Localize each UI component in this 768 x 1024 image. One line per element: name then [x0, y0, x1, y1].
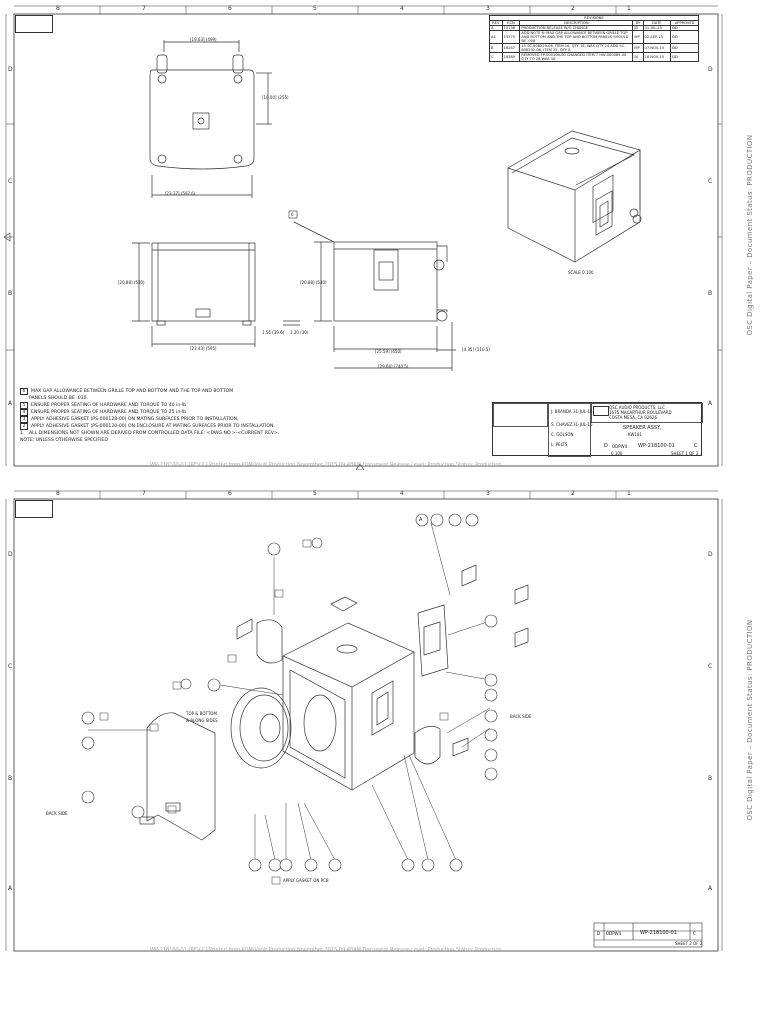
company-logo — [593, 406, 609, 416]
date-cell: 16-NOV-15 — [643, 53, 671, 62]
document-status: OSC Digital Paper – Document Status: PRODUCTION — [746, 619, 754, 821]
zone-row-d-right: D — [708, 551, 713, 558]
drawing-title: SPEAKER ASSY, — [623, 425, 662, 431]
drawing-number-2: WP-218100-01 — [640, 930, 677, 936]
zone-row-d: D — [8, 66, 13, 73]
drawn-by: J. BRANDA — [551, 409, 572, 414]
note-6-continued: PANELS SHOULD BE .030. — [29, 396, 89, 401]
rev-cell: A1 — [490, 31, 503, 44]
note-1: 1 ALL DIMENSIONS NOT SHOWN ARE DERIVED FROM CONTROLLED DATA FILE: <DWG NO.>-<CURRENT REV>. — [20, 431, 280, 436]
date-cell: 02-SEP-15 — [643, 31, 671, 44]
description-cell: 15 SC-808229-06, ITEM 16, QTY 16; WAS QTY 24 ADD SC-808232-06, ITEM 25, QTY 8 — [520, 44, 633, 53]
drawing-notes — [20, 388, 279, 444]
revisions-table — [489, 15, 699, 62]
note-general: NOTE: UNLESS OTHERWISE SPECIFIED — [20, 438, 108, 443]
print-footer: WP-218100-01 [REV C] Printed from PDM/Vault Production November 2015 09:48AM Document Release Level: Production Status: Production — [150, 947, 502, 953]
zone-col-3: 3 — [486, 5, 490, 12]
zone-col-6: 6 — [228, 490, 232, 497]
dim-side-overall: [29.04] (740.5) — [378, 364, 409, 369]
by-cell: MP — [633, 44, 643, 53]
dim-top-bottom: [23.37] (597.6) — [165, 191, 196, 196]
cage-code-2: ODPW4 — [606, 931, 622, 936]
zone-col-1: 1 — [627, 5, 631, 12]
approved-cell: DD — [671, 31, 699, 44]
ecn-header: ECN — [502, 21, 520, 26]
zone-col-8: 8 — [56, 490, 60, 497]
zone-row-c: C — [8, 178, 13, 185]
zone-col-4: 4 — [400, 490, 404, 497]
dim-side-height: [20.88] (530) — [300, 280, 327, 285]
revision-value-2: C — [693, 931, 696, 936]
zone-col-3: 3 — [486, 490, 490, 497]
zone-col-6: 6 — [228, 5, 232, 12]
note-3: 3 APPLY ADHESIVE GASKET (PS-000128-00) ON MATING SURFACES PRIOR TO INSTALLATION. — [20, 416, 279, 423]
dim-side-offset: [4.35] (110.5) — [462, 347, 490, 352]
drawing-sheet-1 — [0, 0, 768, 470]
proprietary-stamp — [15, 500, 53, 518]
zone-row-d: D — [8, 551, 13, 558]
zone-col-7: 7 — [142, 5, 146, 12]
size-value: D — [604, 443, 608, 449]
label-apply-gasket: APPLY GASKET ON PCB — [283, 878, 329, 883]
company-address-2: COSTA MESA, CA 92626 — [609, 415, 658, 420]
size-value-2: D — [597, 931, 601, 936]
zone-col-8: 8 — [56, 5, 60, 12]
grille — [147, 713, 215, 840]
zone-row-b-right: B — [708, 775, 713, 782]
zone-col-2: 2 — [571, 490, 575, 497]
zone-row-a-right: A — [708, 400, 713, 407]
top-view — [150, 40, 272, 198]
scale-value: 0.100 — [611, 451, 623, 456]
ecn-cell: 15275 — [502, 31, 520, 44]
company-name: QSC AUDIO PRODUCTS, LLC — [609, 405, 666, 410]
front-view — [132, 243, 255, 347]
drawn-date: 31-JUL-15 — [573, 409, 593, 414]
description-cell: PRODUCTION RELEASE W/O CHANGE — [520, 26, 633, 31]
rev-cell: B — [490, 44, 503, 53]
callout-6-label: 6 — [291, 212, 294, 217]
table-row — [490, 53, 699, 62]
approved-cell: DD — [671, 26, 699, 31]
dim-side-small2: 1.20 (30) — [290, 330, 309, 335]
revision-value: C — [694, 443, 698, 449]
approved-cell: DD — [671, 44, 699, 53]
ecn-cell: 16287 — [502, 44, 520, 53]
side-view — [283, 222, 456, 371]
approved-cell: DD — [671, 53, 699, 62]
zone-row-a: A — [8, 400, 13, 407]
dim-side-depth: [25.59] (650) — [375, 349, 402, 354]
zone-row-b: B — [8, 775, 13, 782]
zone-col-1: 1 — [627, 490, 631, 497]
by-header: BY — [633, 21, 643, 26]
small-parts — [140, 565, 528, 824]
drawing-subtitle: KW181 — [628, 432, 643, 437]
table-row — [490, 44, 699, 53]
date-cell: 07-NOV-15 — [643, 44, 671, 53]
proprietary-stamp — [15, 15, 53, 33]
by-cell: MP — [633, 31, 643, 44]
zone-row-c-right: C — [708, 663, 713, 670]
zone-row-b-right: B — [708, 290, 713, 297]
note-5: 5 ENSURE PROPER SEATING OF HARDWARE AND TORQUE TO 40 in-lb — [20, 402, 279, 409]
checked-by: S. CHAVEZ — [551, 422, 573, 427]
revisions-title: REVISIONS — [490, 16, 699, 21]
sheet-number: SHEET 1 OF 2 — [671, 451, 699, 456]
rev-cell: A — [490, 26, 503, 31]
rev-cell: C — [490, 53, 503, 62]
title-block — [492, 402, 702, 456]
engineer: C. GOLSON — [551, 432, 574, 437]
rev-header: REV — [490, 21, 503, 26]
checked-date: 31-JUL-15 — [573, 422, 593, 427]
by-cell: JB — [633, 26, 643, 31]
zone-row-a-right: A — [708, 885, 713, 892]
dim-top-width: [19.63] (499) — [190, 37, 217, 42]
zone-col-2: 2 — [571, 5, 575, 12]
ecn-cell: 15136 — [502, 26, 520, 31]
note-2: 2 APPLY ADHESIVE GASKET (PS-000120-00) ON ENCLOSURE AT MATING SURFACES PRIOR TO INSTALLATION. — [20, 423, 279, 430]
zone-row-c-right: C — [708, 178, 713, 185]
drawing-sheet-2 — [0, 485, 768, 955]
company-address-1: 1675 MACARTHUR BOULEVARD — [609, 410, 672, 415]
dim-front-width: [23.43] (595) — [190, 346, 217, 351]
dim-top-depth: [10.00] (255) — [262, 95, 289, 100]
label-back-side-left: BACK SIDE — [46, 811, 68, 816]
enclosure — [283, 623, 414, 790]
print-footer: WP-218100-01 [REV C] Printed from PDM/Vault Production November 2015 09:48AM Document Release Level: Production Status: Production — [150, 462, 502, 468]
date-cell: 31-JUL-15 — [643, 26, 671, 31]
sheet-number-2: SHEET 2 OF 2 — [675, 941, 703, 946]
label-back-side-right: BACK SIDE — [510, 714, 532, 719]
description-cell: REMOVED FP-000108-00 CHANGED ITEM 7 HW-000089-00 QTY TO 28 WAS 16 — [520, 53, 633, 62]
label-along-sides: & ALONG SIDES — [186, 718, 218, 723]
date-header: DATE — [643, 21, 671, 26]
zone-row-c: C — [8, 663, 13, 670]
zone-col-7: 7 — [142, 490, 146, 497]
label-top-bottom: TOP & BOTTOM — [186, 711, 217, 716]
zone-row-d-right: D — [708, 66, 713, 73]
document-status: OSC Digital Paper – Document Status: PRODUCTION — [746, 134, 754, 336]
by-cell: RJ — [633, 53, 643, 62]
ecn-cell: 16389 — [502, 53, 520, 62]
zone-col-5: 5 — [313, 5, 317, 12]
callout-a: A — [419, 517, 423, 523]
sheet2-frame — [0, 485, 768, 955]
note-6: 6 MAX GAP ALLOWANCE BETWEEN GRILLE TOP AND BOTTOM AND THE TOP AND BOTTOM — [20, 388, 279, 395]
drawing-number: WP-218100-01 — [638, 443, 675, 449]
zone-col-4: 4 — [400, 5, 404, 12]
cage-code: ODPW4 — [612, 444, 628, 449]
zone-row-a: A — [8, 885, 13, 892]
scale-label: SCALE 0.100 — [568, 270, 594, 275]
isometric-view — [508, 131, 641, 262]
table-row — [490, 31, 699, 44]
note-4: 4 ENSURE PROPER SEATING OF HARDWARE AND TORQUE TO 25 in-lb — [20, 409, 279, 416]
approved-header: APPROVED — [671, 21, 699, 26]
item-balloons — [82, 514, 497, 871]
description-cell: ADD NOTE 6: MAX GAP ALLOWANCE BETWEEN GRILLE TOP AND BOTTOM AND THE TOP AND BOTTOM PANELS SHOULD BE .008 — [520, 31, 633, 44]
dim-side-small1: 1.56 (39.6) — [262, 330, 285, 335]
zone-col-5: 5 — [313, 490, 317, 497]
dim-front-height: [20.88] (530) — [118, 280, 145, 285]
zone-row-b: B — [8, 290, 13, 297]
woofer — [231, 688, 291, 768]
manufacturing: L. PELTS — [551, 442, 568, 447]
description-header: DESCRIPTION — [520, 21, 633, 26]
